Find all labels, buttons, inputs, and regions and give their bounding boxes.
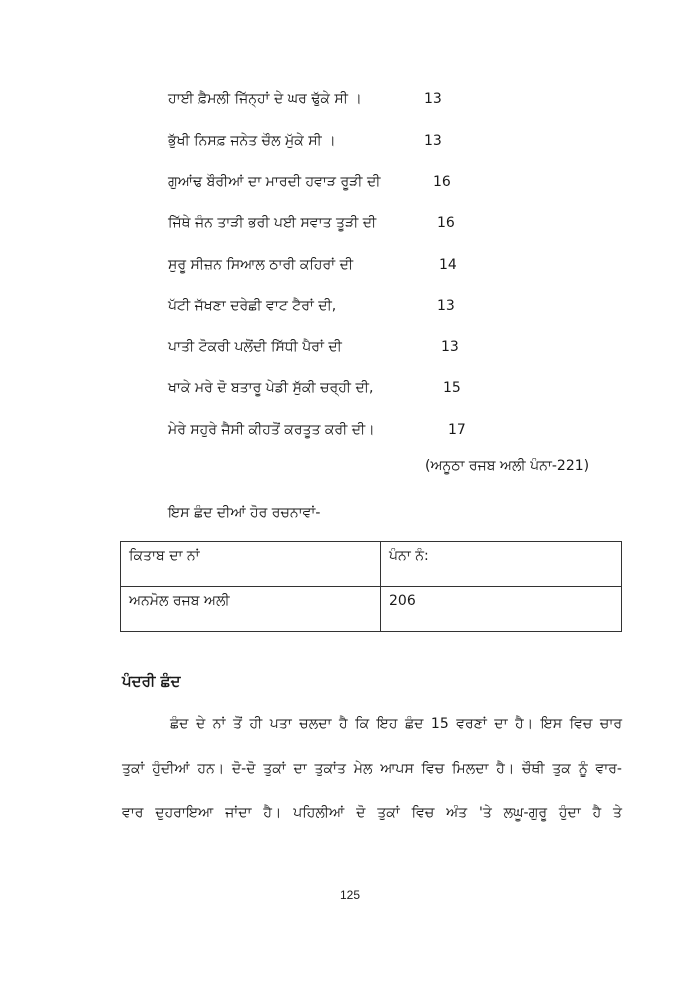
paragraph-line: ਤੁਕਾਂ ਹੁੰਦੀਆਂ ਹਨ। ਦੋ-ਦੋ ਤੁਕਾਂ ਦਾ ਤੁਕਾਂਤ ਮੇਲ ਆਪਸ ਵਿਚ ਮਿਲਦਾ ਹੈ। ਚੌਥੀ ਤੁਕ ਨੂੰ ਵਾਰ- <box>122 761 622 777</box>
verse-count: 14 <box>439 257 457 273</box>
verse-count: 15 <box>443 380 461 396</box>
table-row <box>121 587 622 632</box>
verse-count: 16 <box>437 215 455 231</box>
verse-line: ਜਿੱਥੇ ਜੰਨ ਤਾੜੀ ਭਰੀ ਪਈ ਸਵਾਤ ਤੂੜੀ ਦੀ <box>168 215 377 231</box>
verse-line: ਹਾਈ ਫ਼ੈਮਲੀ ਜਿੱਨ੍ਹਾਂ ਦੇ ਘਰ ਢੁੱਕੇ ਸੀ । <box>168 91 362 107</box>
table-header-row <box>121 542 622 587</box>
table-header-book-name: ਕਿਤਾਬ ਦਾ ਨਾਂ <box>121 542 381 587</box>
verse-line: ਪੱਟੀ ਜੱਖਣਾ ਦਰੇਛੀ ਵਾਟ ਟੈਰਾਂ ਦੀ, <box>168 298 337 314</box>
verse-line: ਭੁੱਖੀ ਨਿਸਫ਼ ਜਨੇਤ ਚੌਲ ਮੁੱਕੇ ਸੀ । <box>168 133 336 149</box>
page-number: 125 <box>339 888 361 902</box>
verse-line: ਮੇਰੇ ਸਹੁਰੇ ਜੈਸੀ ਕੀਹਤੋਂ ਕਰਤੂਤ ਕਰੀ ਦੀ। <box>168 422 375 438</box>
works-table <box>120 541 622 632</box>
verse-count: 13 <box>437 298 455 314</box>
verse-line: ਪਾਤੀ ਟੋਕਰੀ ਪਲੋਂਦੀ ਸਿੱਧੀ ਪੈਰਾਂ ਦੀ <box>168 339 342 355</box>
verse-count: 13 <box>424 133 442 149</box>
verse-count: 17 <box>448 422 466 438</box>
table-cell-page-no: 206 <box>381 587 622 632</box>
verse-line: ਸੁਰੂ ਸੀਜ਼ਨ ਸਿਆਲ ਠਾਰੀ ਕਹਿਰਾਂ ਦੀ <box>168 257 354 273</box>
verse-count: 16 <box>433 174 451 190</box>
intro-text: ਇਸ ਛੰਦ ਦੀਆਂ ਹੋਰ ਰਚਨਾਵਾਂ- <box>168 505 321 521</box>
verse-count: 13 <box>441 339 459 355</box>
table-cell-book-name: ਅਨਮੋਲ ਰਜਬ ਅਲੀ <box>121 587 381 632</box>
verse-line: ਗੁਆਂਢ ਬੌਰੀਆਂ ਦਾ ਮਾਰਦੀ ਹਵਾੜ ਰੂੜੀ ਦੀ <box>168 174 381 190</box>
table-header-page-no: ਪੰਨਾ ਨੰ: <box>381 542 622 587</box>
section-heading: ਪੰਦਰੀ ਛੰਦ <box>122 672 181 690</box>
verse-count: 13 <box>424 91 442 107</box>
citation: (ਅਨੂਠਾ ਰਜਬ ਅਲੀ ਪੰਨਾ-221) <box>425 458 590 474</box>
verse-line: ਖਾਕੇ ਮਰੇ ਦੋ ਬਤਾਰੂ ਪੇਡੀ ਸੁੱਕੀ ਚਰ੍ਹੀ ਦੀ, <box>168 380 374 396</box>
paragraph-line: ਵਾਰ ਦੁਹਰਾਇਆ ਜਾਂਦਾ ਹੈ। ਪਹਿਲੀਆਂ ਦੋ ਤੁਕਾਂ ਵਿਚ ਅੰਤ 'ਤੇ ਲਘੂ-ਗੁਰੂ ਹੁੰਦਾ ਹੈ ਤੇ <box>122 805 622 821</box>
paragraph-line: ਛੰਦ ਦੇ ਨਾਂ ਤੋਂ ਹੀ ਪਤਾ ਚਲਦਾ ਹੈ ਕਿ ਇਹ ਛੰਦ 15 ਵਰਣਾਂ ਦਾ ਹੈ। ਇਸ ਵਿਚ ਚਾਰ <box>170 716 622 732</box>
